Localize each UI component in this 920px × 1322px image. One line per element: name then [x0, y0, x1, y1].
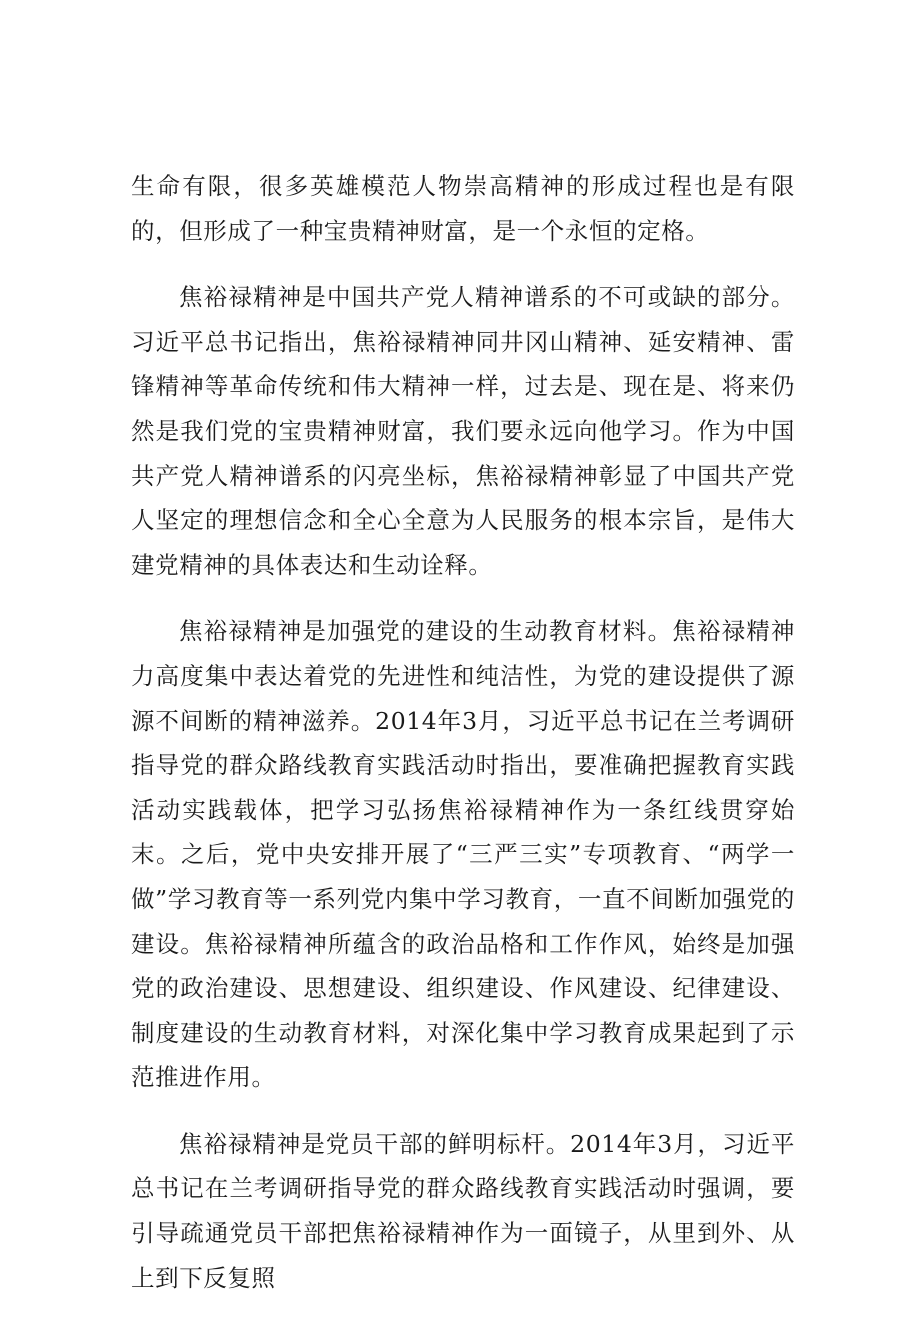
paragraph-4: 焦裕禄精神是党员干部的鲜明标杆。2014年3月，习近平总书记在兰考调研指导党的群众路线教育实践活动时强调，要引导疏通党员干部把焦裕禄精神作为一面镜子，从里到外、从上到下反复照	[131, 1129, 795, 1292]
paragraph-1: 生命有限，很多英雄模范人物崇高精神的形成过程也是有限的，但形成了一种宝贵精神财富，是一个永恒的定格。	[131, 172, 795, 245]
paragraph-2: 焦裕禄精神是中国共产党人精神谱系的不可或缺的部分。习近平总书记指出，焦裕禄精神同井冈山精神、延安精神、雷锋精神等革命传统和伟大精神一样，过去是、现在是、将来仍然是我们党的宝贵精神财富，我们要永远向他学习。作为中国共产党人精神谱系的闪亮坐标，焦裕禄精神彰显了中国共产党人坚定的理想信念和全心全意为人民服务的根本宗旨，是伟大建党精神的具体表达和生动诠释。	[131, 283, 795, 579]
paragraph-3: 焦裕禄精神是加强党的建设的生动教育材料。焦裕禄精神力高度集中表达着党的先进性和纯洁性，为党的建设提供了源源不间断的精神滋养。2014年3月，习近平总书记在兰考调研指导党的群众路线教育实践活动时指出，要准确把握教育实践活动实践载体，把学习弘扬焦裕禄精神作为一条红线贯穿始末。之后，党中央安排开展了“三严三实”专项教育、“两学一做”学习教育等一系列党内集中学习教育，一直不间断加强党的建设。焦裕禄精神所蕴含的政治品格和工作作风，始终是加强党的政治建设、思想建设、组织建设、作风建设、纪律建设、制度建设的生动教育材料，对深化集中学习教育成果起到了示范推进作用。	[131, 617, 795, 1092]
document-body	[131, 164, 795, 1322]
